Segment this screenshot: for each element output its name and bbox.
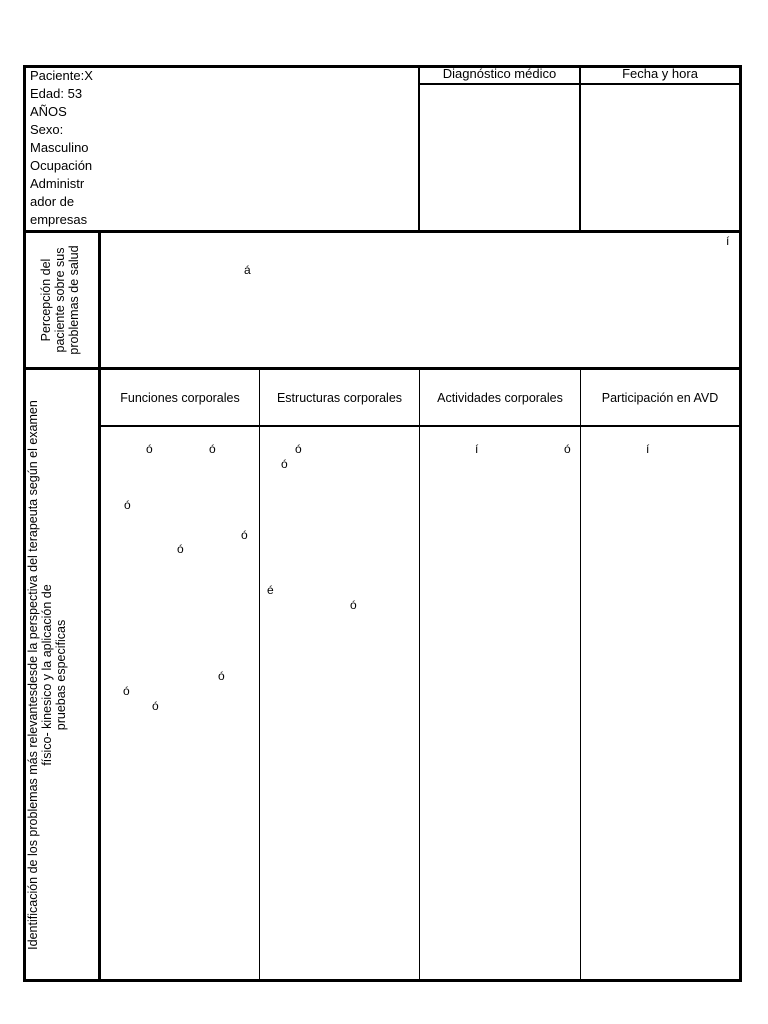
patient-line: ador de <box>30 194 75 209</box>
patient-info <box>30 67 93 229</box>
divider-row-1 <box>23 230 742 233</box>
divider-col-2 <box>259 368 260 980</box>
accent-mark: ó <box>124 498 131 512</box>
divider-col-4 <box>580 368 581 980</box>
accent-mark: í <box>646 442 650 456</box>
patient-line: empresas <box>30 212 88 227</box>
accent-mark: ó <box>209 442 216 456</box>
patient-line: Administr <box>30 176 85 191</box>
divider-diagnosis-left <box>418 65 420 232</box>
identification-label: Identificación de los problemas más relevantesdesde la perspectiva del terapeuta según el examen físico- kinesico y la aplicación de pruebas especificas <box>26 400 68 950</box>
divider-label-column <box>98 230 101 982</box>
table-border-right <box>739 65 742 982</box>
accent-mark: ó <box>123 684 130 698</box>
perception-label: Percepción del paciente sobre sus problemas de salud <box>39 245 81 355</box>
divider-column-headers <box>98 425 742 427</box>
divider-header-bottom <box>418 83 741 85</box>
accent-mark: ó <box>146 442 153 456</box>
accent-mark: ó <box>152 699 159 713</box>
accent-mark: ó <box>177 542 184 556</box>
accent-mark: ó <box>218 669 225 683</box>
patient-line: Ocupación <box>30 158 93 173</box>
divider-row-2 <box>23 367 742 370</box>
accent-mark: ó <box>295 442 302 456</box>
divider-date-left <box>579 65 581 232</box>
patient-line: AÑOS <box>30 104 67 119</box>
table-border-bottom <box>23 979 742 982</box>
date-time-header: Fecha y hora <box>622 66 698 81</box>
column-header-estructuras: Estructuras corporales <box>276 391 403 405</box>
accent-mark: ó <box>564 442 571 456</box>
column-header-actividades: Actividades corporales <box>437 391 563 405</box>
patient-line: Paciente:X <box>30 68 93 83</box>
patient-line: Edad: 53 <box>30 86 83 101</box>
column-header-participacion: Participación en AVD <box>601 391 719 405</box>
column-header-funciones: Funciones corporales <box>120 391 240 405</box>
patient-line: Sexo: <box>30 122 64 137</box>
accent-mark: ó <box>350 598 357 612</box>
diagnosis-header: Diagnóstico médico <box>442 66 557 81</box>
perception-mark: í <box>726 234 730 248</box>
divider-col-3 <box>419 368 420 980</box>
perception-mark: á <box>244 263 251 277</box>
accent-mark: ó <box>281 457 288 471</box>
patient-line: Masculino <box>30 140 89 155</box>
accent-mark: é <box>267 583 274 597</box>
accent-mark: í <box>475 442 479 456</box>
accent-mark: ó <box>241 528 248 542</box>
